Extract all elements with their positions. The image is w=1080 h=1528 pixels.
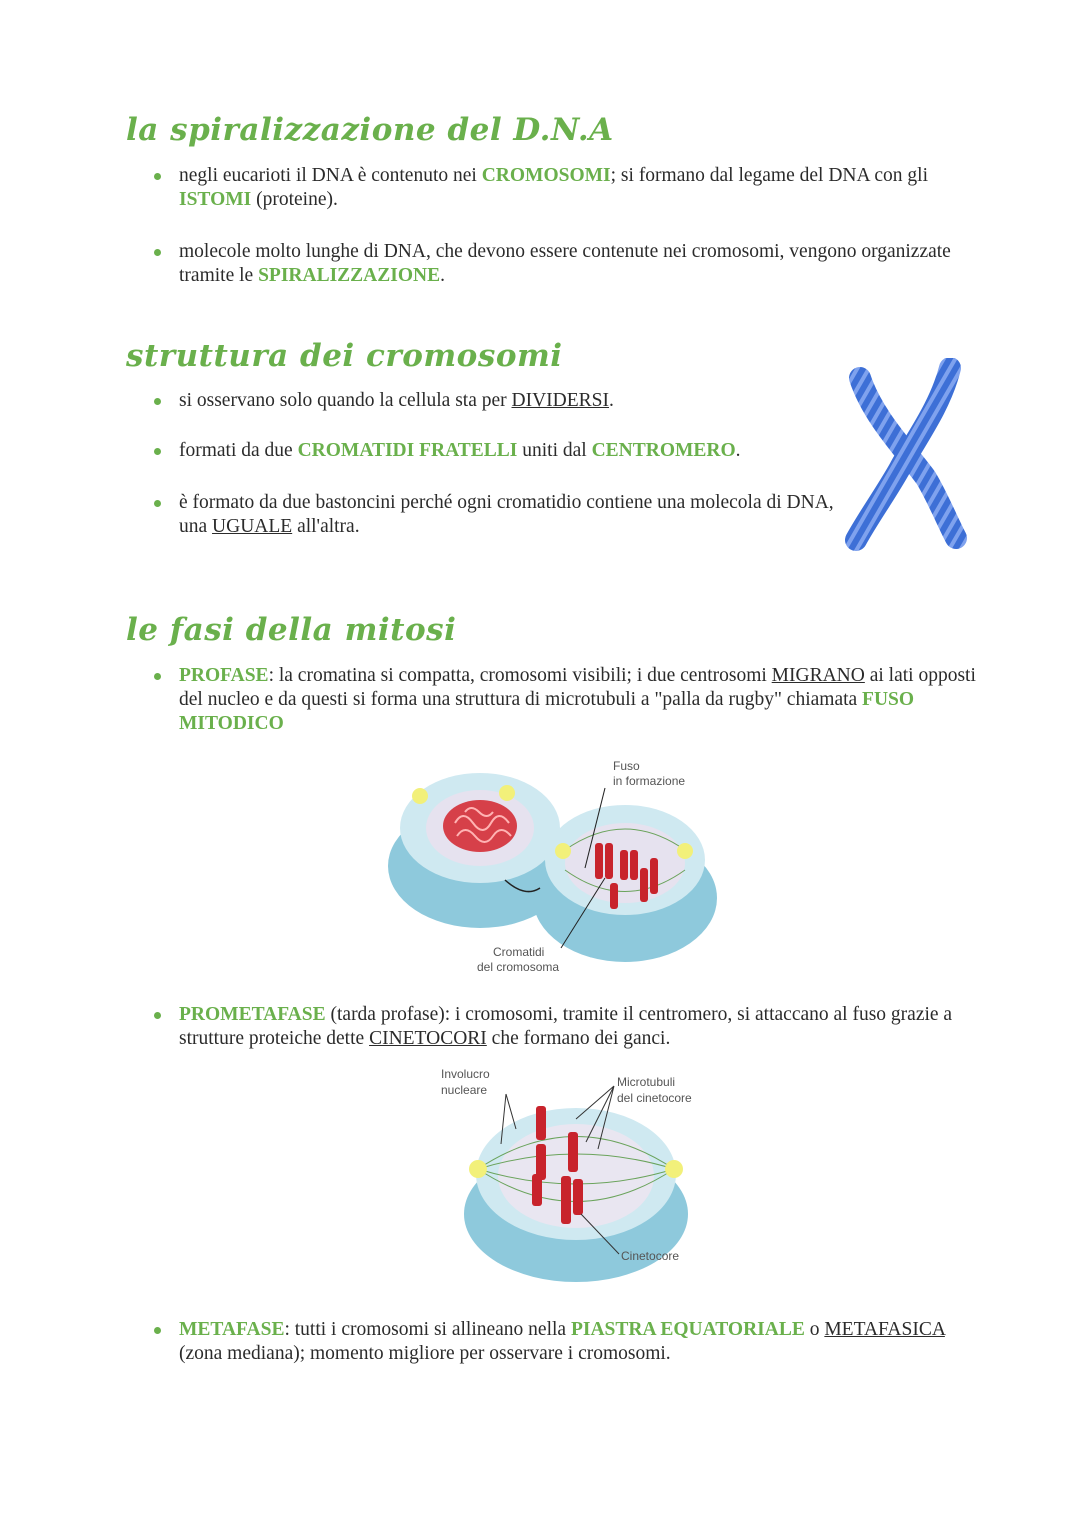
- text-run: formati da due: [179, 440, 298, 461]
- text-run: o: [804, 1319, 825, 1340]
- section-heading-mitosi: le fasi della mitosi: [126, 612, 457, 648]
- highlighted-term: CROMATIDI FRATELLI: [297, 440, 518, 461]
- text-run: negli eucarioti il DNA è contenuto nei: [179, 165, 482, 186]
- text-run: : la cromatina si compatta, cromosomi visibili; i due centrosomi: [268, 665, 772, 686]
- list-item: [152, 1318, 987, 1366]
- label-microtubuli-2: del cinetocore: [617, 1091, 692, 1105]
- list-item: [152, 164, 987, 212]
- text-run: : tutti i cromosomi si allineano nella: [284, 1319, 571, 1340]
- highlighted-term: PROMETAFASE: [179, 1004, 326, 1025]
- text-run: che formano dei ganci.: [486, 1028, 671, 1049]
- list-item: [152, 664, 987, 736]
- underlined-term: CINETOCORI: [369, 1028, 487, 1049]
- profase-diagram: [385, 748, 725, 980]
- text-run: si osservano solo quando la cellula sta per: [179, 390, 512, 411]
- highlighted-term: PROFASE: [179, 665, 269, 686]
- bullet-text: [179, 164, 987, 212]
- text-run: .: [440, 265, 445, 286]
- list-item: [152, 1003, 987, 1051]
- bullet-dot: [154, 173, 161, 180]
- bullet-dot: [154, 249, 161, 256]
- bullet-text: [179, 1318, 987, 1366]
- bullet-dot: [154, 673, 161, 680]
- text-run: ; si formano dal legame del DNA con gli: [610, 165, 928, 186]
- text-run: .: [735, 440, 741, 461]
- highlighted-term: FUSO MITODICO: [179, 689, 915, 734]
- bullet-text: [179, 491, 842, 539]
- text-run: (tarda profase): i cromosomi, tramite il centromero, si attaccano al fuso grazie a strutture proteiche dette: [179, 1004, 953, 1049]
- label-cinetocore: Cinetocore: [621, 1249, 680, 1263]
- section-heading-struttura: struttura dei cromosomi: [126, 338, 563, 374]
- bullet-dot: [154, 1327, 161, 1334]
- prometafase-diagram: [436, 1064, 706, 1289]
- text-run: (proteine).: [251, 189, 338, 210]
- bullet-dot: [154, 398, 161, 405]
- bullet-text: [179, 1003, 987, 1051]
- label-fuso-2: in formazione: [613, 774, 686, 788]
- list-item: [152, 240, 987, 288]
- bullet-dot: [154, 448, 161, 455]
- text-run: uniti dal: [517, 440, 592, 461]
- text-run: molecole molto lunghe di DNA, che devono essere contenute nei cromosomi, vengono organizzate tramite le: [179, 241, 951, 286]
- chromosome-illustration: [838, 358, 973, 553]
- text-run: (zona mediana); momento migliore per osservare i cromosomi.: [179, 1343, 671, 1364]
- bullet-text: [179, 664, 987, 736]
- underlined-term: UGUALE: [212, 516, 293, 537]
- section-heading-spiralizzazione: la spiralizzazione del D.N.A: [126, 112, 614, 148]
- text-run: è formato da due bastoncini perché ogni cromatidio contiene una molecola di DNA, una: [179, 492, 834, 537]
- bullet-dot: [154, 1012, 161, 1019]
- highlighted-term: PIASTRA EQUATORIALE: [570, 1319, 805, 1340]
- underlined-term: DIVIDERSI: [511, 390, 609, 411]
- label-cromatidi-2: del cromosoma: [477, 960, 560, 974]
- highlighted-term: METAFASE: [179, 1319, 285, 1340]
- highlighted-term: CENTROMERO: [591, 440, 736, 461]
- label-fuso-1: Fuso: [613, 759, 640, 773]
- underlined-term: METAFASICA: [824, 1319, 945, 1340]
- text-run: ai lati opposti del nucleo e da questi si forma una struttura di microtubuli a "palla da rugby" chiamata: [179, 665, 976, 710]
- highlighted-term: CROMOSOMI: [481, 165, 611, 186]
- text-run: .: [609, 390, 614, 411]
- text-run: all'altra.: [292, 516, 360, 537]
- label-cromatidi-1: Cromatidi: [493, 945, 545, 959]
- highlighted-term: SPIRALIZZAZIONE: [258, 265, 441, 286]
- label-involucro-2: nucleare: [441, 1083, 488, 1097]
- label-microtubuli-1: Microtubuli: [617, 1075, 676, 1089]
- list-item: [152, 491, 842, 539]
- bullet-dot: [154, 500, 161, 507]
- highlighted-term: ISTOMI: [179, 189, 252, 210]
- underlined-term: MIGRANO: [771, 665, 865, 686]
- label-involucro-1: Involucro: [441, 1067, 490, 1081]
- bullet-text: [179, 240, 987, 288]
